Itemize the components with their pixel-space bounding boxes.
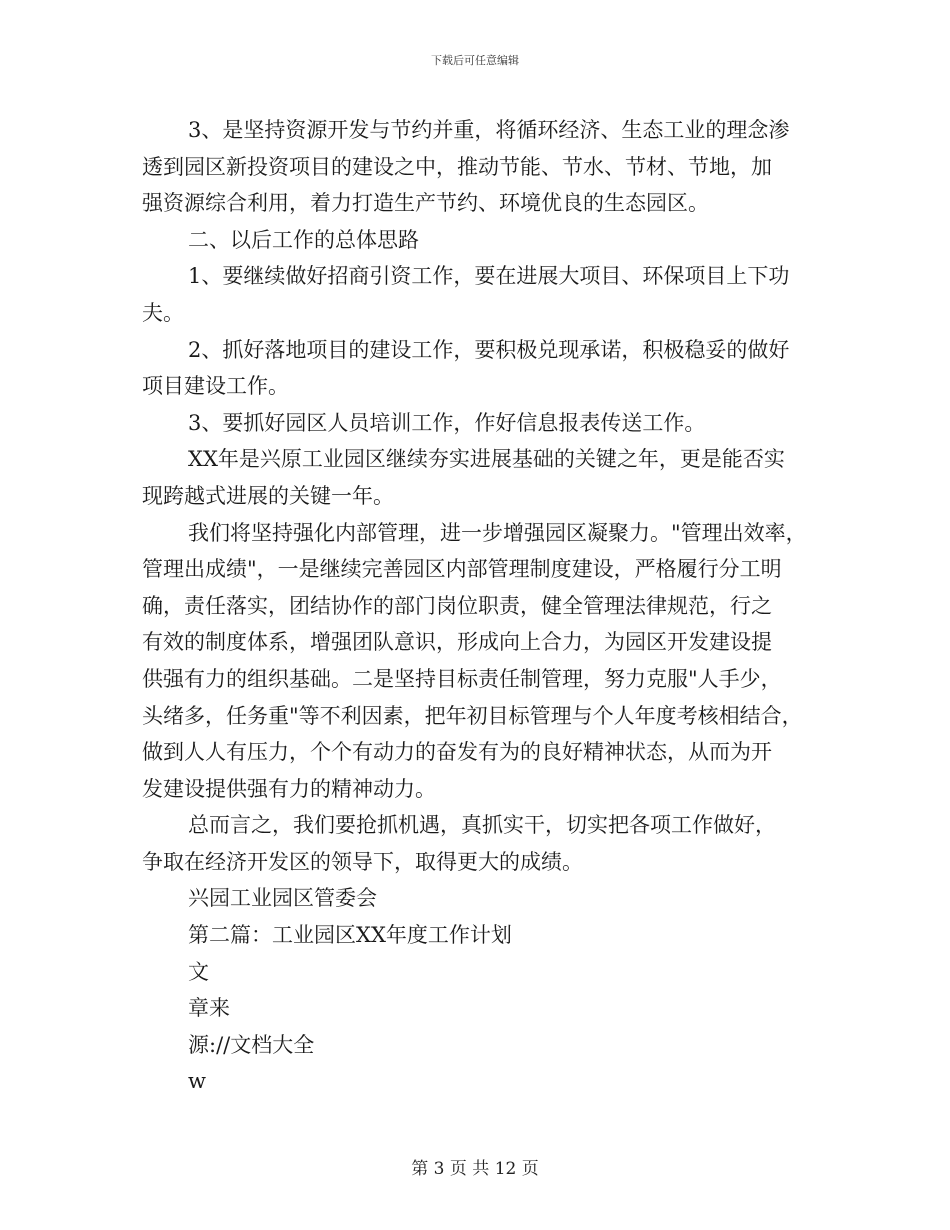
section-heading: 二、以后工作的总体思路 xyxy=(188,227,419,252)
text-line: w xyxy=(188,1069,206,1094)
text-line: 强资源综合利用，着力打造生产节约、环境优良的生态园区。 xyxy=(142,191,709,216)
text-line: 管理出成绩"，一是继续完善园区内部管理制度建设，严格履行分工明 xyxy=(142,557,782,582)
text-line: 争取在经济开发区的领导下，取得更大的成绩。 xyxy=(142,849,583,874)
text-line: 2、抓好落地项目的建设工作，要积极兑现承诺，积极稳妥的做好 xyxy=(188,337,790,362)
text-line: 确，责任落实，团结协作的部门岗位职责，健全管理法律规范，行之 xyxy=(142,593,772,618)
text-line: 1、要继续做好招商引资工作，要在进展大项目、环保项目上下功 xyxy=(188,264,790,289)
text-line: 源://文档大全 xyxy=(188,1032,315,1057)
text-line: 3、要抓好园区人员培训工作，作好信息报表传送工作。 xyxy=(188,410,706,435)
text-line: 头绪多，任务重"等不利因素，把年初目标管理与个人年度考核相结合， xyxy=(142,703,803,728)
text-line: 做到人人有压力，个个有动力的奋发有为的良好精神状态，从而为开 xyxy=(142,740,772,765)
text-line: 供强有力的组织基础。二是坚持目标责任制管理，努力克服"人手少， xyxy=(142,666,782,691)
chapter-title: 第二篇：工业园区XX年度工作计划 xyxy=(188,923,512,948)
text-line: 项目建设工作。 xyxy=(142,374,289,399)
text-line: 总而言之，我们要抢抓机遇，真抓实干，切实把各项工作做好， xyxy=(188,813,776,838)
text-line: 现跨越式进展的关键一年。 xyxy=(142,483,394,508)
text-line: 夫。 xyxy=(142,300,184,325)
text-line: 3、是坚持资源开发与节约并重，将循环经济、生态工业的理念渗 xyxy=(188,118,790,142)
text-line: 透到园区新投资项目的建设之中，推动节能、节水、节材、节地，加 xyxy=(142,154,772,179)
text-line: 文 xyxy=(188,959,209,984)
text-line: 有效的制度体系，增强团队意识，形成向上合力，为园区开发建设提 xyxy=(142,630,772,655)
text-line: 章来 xyxy=(188,996,230,1021)
document-body xyxy=(142,112,832,1100)
text-line: 我们将坚持强化内部管理，进一步增强园区凝聚力。"管理出效率， xyxy=(188,520,807,545)
page-header: 下载后可任意编辑 xyxy=(431,54,519,67)
page-number: 第 3 页 共 12 页 xyxy=(411,1159,539,1179)
text-line: 发建设提供强有力的精神动力。 xyxy=(142,776,436,801)
signature-line: 兴园工业园区管委会 xyxy=(188,886,377,911)
text-line: XX年是兴原工业园区继续夯实进展基础的关键之年，更是能否实 xyxy=(188,447,785,472)
